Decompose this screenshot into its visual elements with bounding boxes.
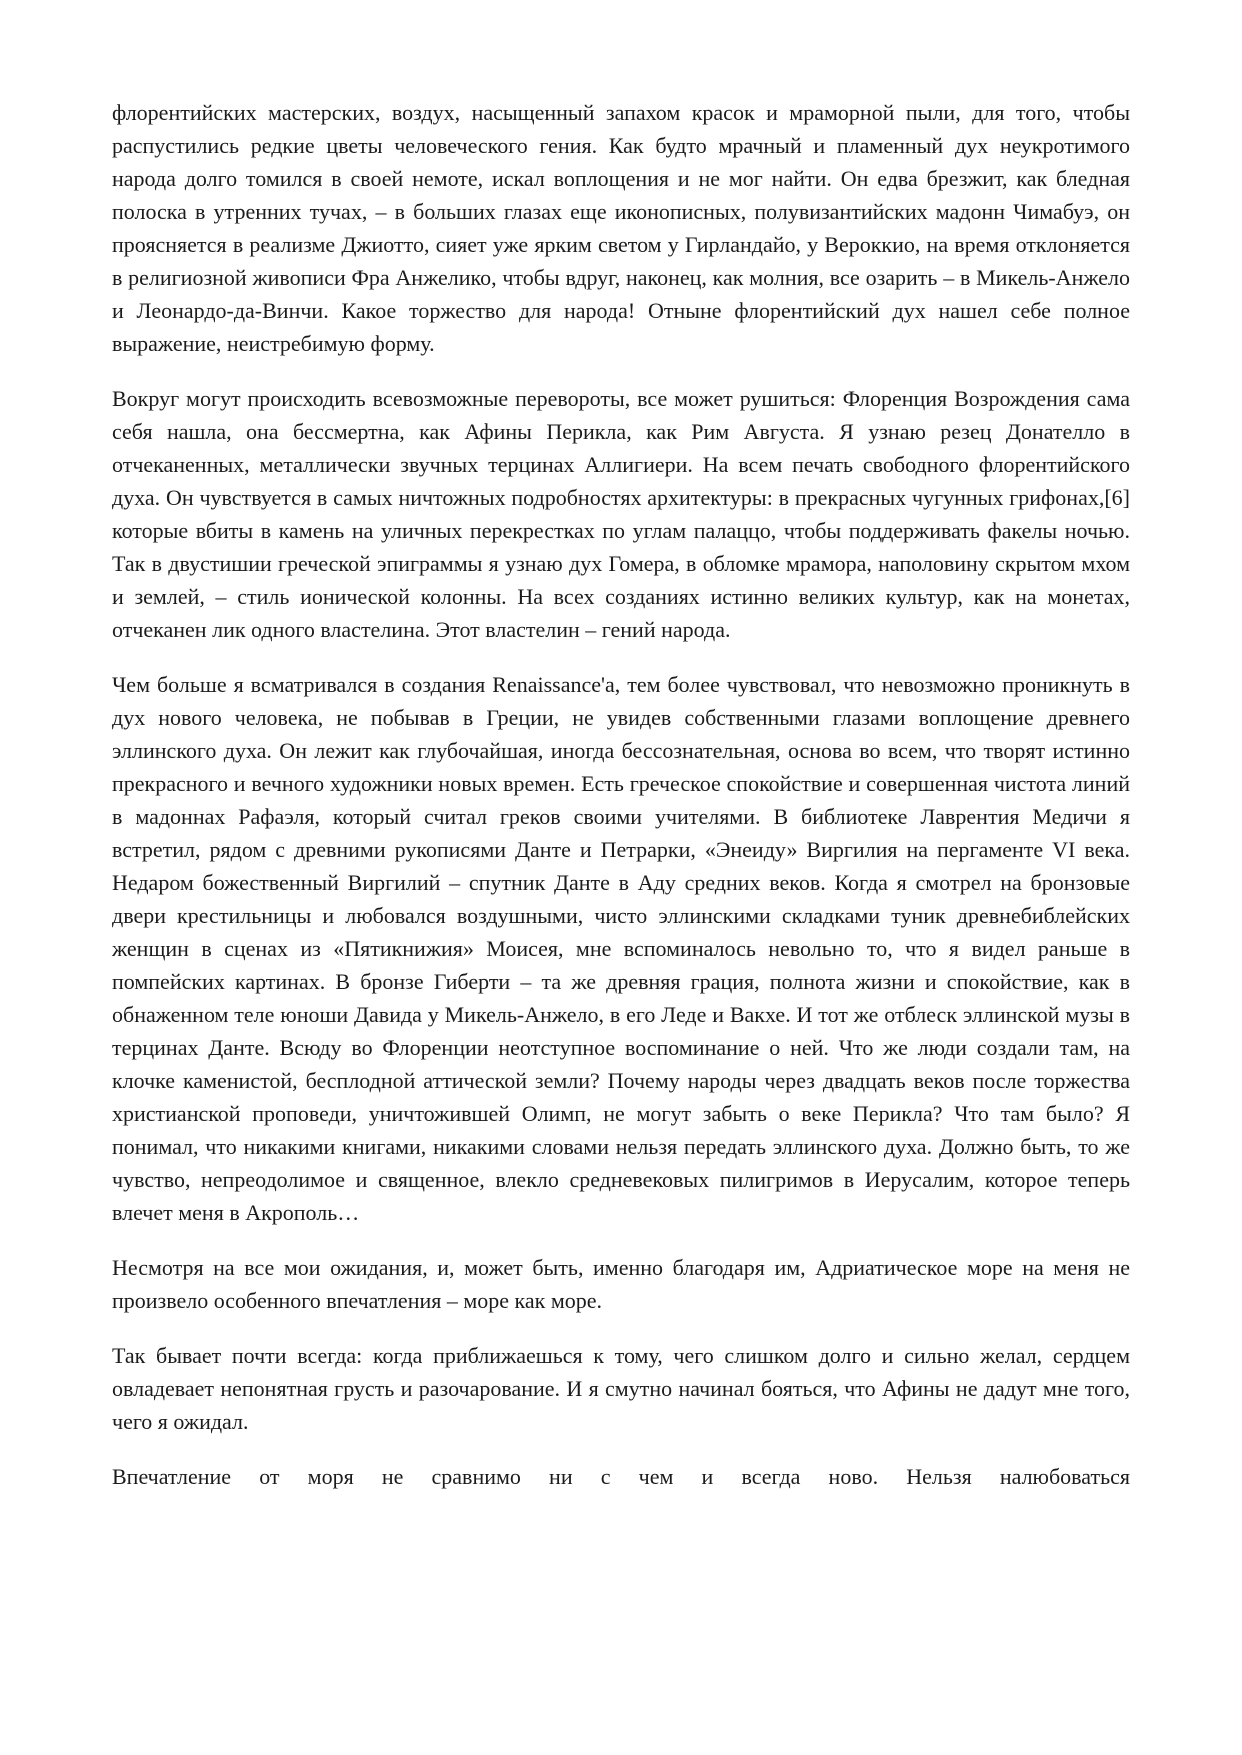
- paragraph-disappointment: Так бывает почти всегда: когда приближаешься к тому, чего слишком долго и сильно желал, сердцем овладевает непонятная грусть и разочарование. И я смутно начинал бояться, что Афины не дадут мне того, чего я ожидал.: [112, 1343, 1130, 1434]
- document-page: [112, 96, 1130, 1515]
- paragraph-florence-spirit: Вокруг могут происходить всевозможные перевороты, все может рушиться: Флоренция Возрождения сама себя нашла, она бессмертна, как Афины Перикла, как Рим Августа. Я узнаю резец Донателло в отчеканенных, металлически звучных терцинах Аллигиери. На всем печать свободного флорентийского духа. Он чувствуется в самых ничтожных подробностях архитектуры: в прекрасных чугунных грифонах,[6] которые вбиты в камень на уличных перекрестках по углам палаццо, чтобы поддерживать факелы ночью. Так в двустишии греческой эпиграммы я узнаю дух Гомера, в обломке мрамора, наполовину скрытом мхом и землей, – стиль ионической колонны. На всех созданиях истинно великих культур, как на монетах, отчеканен лик одного властелина. Этот властелин – гений народа.: [112, 386, 1130, 642]
- paragraph-adriatic-sea: Несмотря на все мои ожидания, и, может быть, именно благодаря им, Адриатическое море на меня не произвело особенного впечатления – море как море.: [112, 1255, 1130, 1313]
- paragraph-sea-impression: Впечатление от моря не сравнимо ни с чем и всегда ново. Нельзя налюбоваться: [112, 1464, 1130, 1489]
- paragraph-florence-artists: флорентийских мастерских, воздух, насыщенный запахом красок и мраморной пыли, для того, чтобы распустились редкие цветы человеческого гения. Как будто мрачный и пламенный дух неукротимого народа долго томился в своей немоте, искал воплощения и не мог найти. Он едва брезжит, как бледная полоска в утренних тучах, – в больших глазах еще иконописных, полувизантийских мадонн Чимабуэ, он проясняется в реализме Джиотто, сияет уже ярким светом у Гирландайо, у Вероккио, на время отклоняется в религиозной живописи Фра Анжелико, чтобы вдруг, наконец, как молния, все озарить – в Микель-Анжело и Леонардо-да-Винчи. Какое торжество для народа! Отныне флорентийский дух нашел себе полное выражение, неистребимую форму.: [112, 100, 1130, 356]
- paragraph-renaissance-greece: Чем больше я всматривался в создания Renaissance'a, тем более чувствовал, что невозможно проникнуть в дух нового человека, не побывав в Греции, не увидев собственными глазами воплощение древнего эллинского духа. Он лежит как глубочайшая, иногда бессознательная, основа во всем, что творят истинно прекрасного и вечного художники новых времен. Есть греческое спокойствие и совершенная чистота линий в мадоннах Рафаэля, который считал греков своими учителями. В библиотеке Лаврентия Медичи я встретил, рядом с древними рукописями Данте и Петрарки, «Энеиду» Виргилия на пергаменте VI века. Недаром божественный Виргилий – спутник Данте в Аду средних веков. Когда я смотрел на бронзовые двери крестильницы и любовался воздушными, чисто эллинскими складками туник древнебиблейских женщин в сценах из «Пятикнижия» Моисея, мне вспоминалось невольно то, что я видел раньше в помпейских картинах. В бронзе Гиберти – та же древняя грация, полнота жизни и спокойствие, как в обнаженном теле юноши Давида у Микель-Анжело, в его Леде и Вакхе. И тот же отблеск эллинской музы в терцинах Данте. Всюду во Флоренции неотступное воспоминание о ней. Что же люди создали там, на клочке каменистой, бесплодной аттической земли? Почему народы через двадцать веков после торжества христианской проповеди, уничтожившей Олимп, не могут забыть о веке Перикла? Что там было? Я понимал, что никакими книгами, никакими словами нельзя передать эллинского духа. Должно быть, то же чувство, непреодолимое и священное, влекло средневековых пилигримов в Иерусалим, которое теперь влечет меня в Акрополь…: [112, 672, 1130, 1225]
